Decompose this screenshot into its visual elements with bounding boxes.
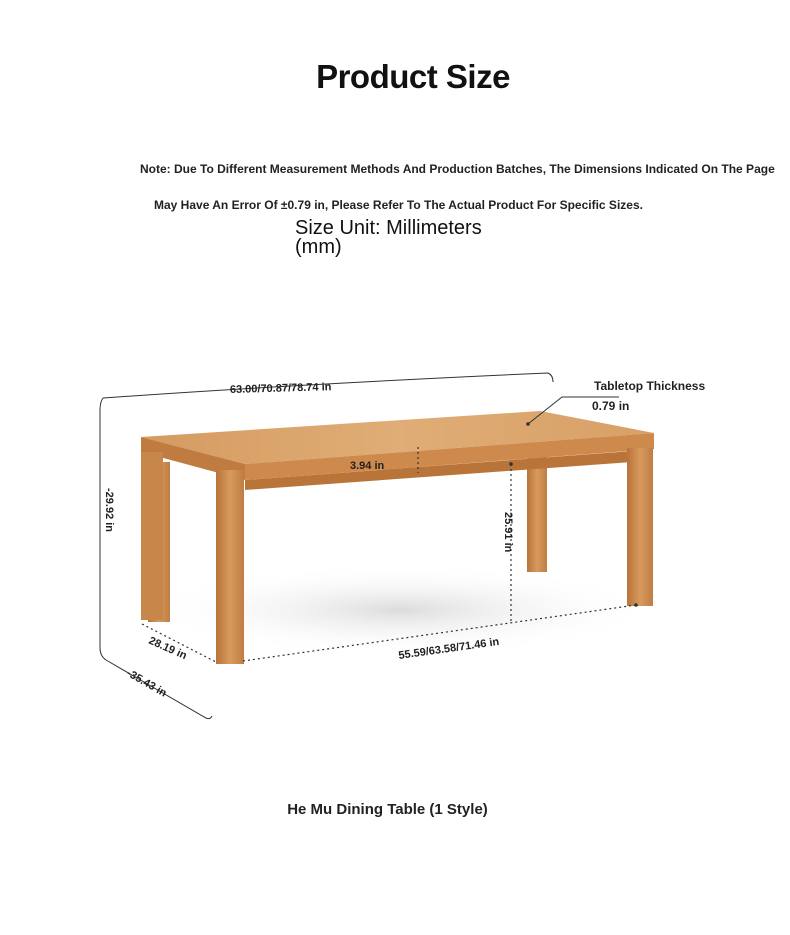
product-caption: He Mu Dining Table (1 Style) bbox=[287, 801, 488, 818]
size-unit-line-1: Size Unit: Millimeters bbox=[295, 217, 482, 239]
depth-label: -35.43 in bbox=[124, 667, 169, 700]
clearance-label: 25.91 in bbox=[502, 512, 514, 553]
page-title: Product Size bbox=[316, 58, 510, 95]
clearance-dot-top bbox=[509, 462, 513, 466]
size-unit-line-2: (mm) bbox=[295, 236, 342, 258]
note-line-2: May Have An Error Of ±0.79 in, Please Refer To The Actual Product For Specific Sizes. bbox=[154, 198, 643, 212]
leg-span-dot-right bbox=[634, 603, 638, 607]
back-leg-right bbox=[527, 455, 547, 572]
front-leg-left bbox=[216, 470, 244, 664]
height-label: -29.92 in bbox=[103, 488, 115, 533]
leg-depth-label: 28.19 in bbox=[146, 634, 189, 663]
front-leg-left-corner bbox=[141, 452, 163, 620]
length-label: 63.00/70.87/78.74 in bbox=[229, 381, 332, 396]
front-leg-right bbox=[627, 448, 653, 606]
leg-span-label: 55.59/63.58/71.46 in bbox=[397, 635, 500, 662]
apron-label: 3.94 in bbox=[350, 460, 385, 472]
tabletop-thickness-label: Tabletop Thickness bbox=[594, 379, 706, 393]
tabletop-thickness-value: 0.79 in bbox=[592, 399, 630, 413]
note-line-1: Note: Due To Different Measurement Methods And Production Batches, The Dimensions Indicated On The Page bbox=[140, 162, 775, 176]
thickness-dot bbox=[526, 422, 530, 426]
